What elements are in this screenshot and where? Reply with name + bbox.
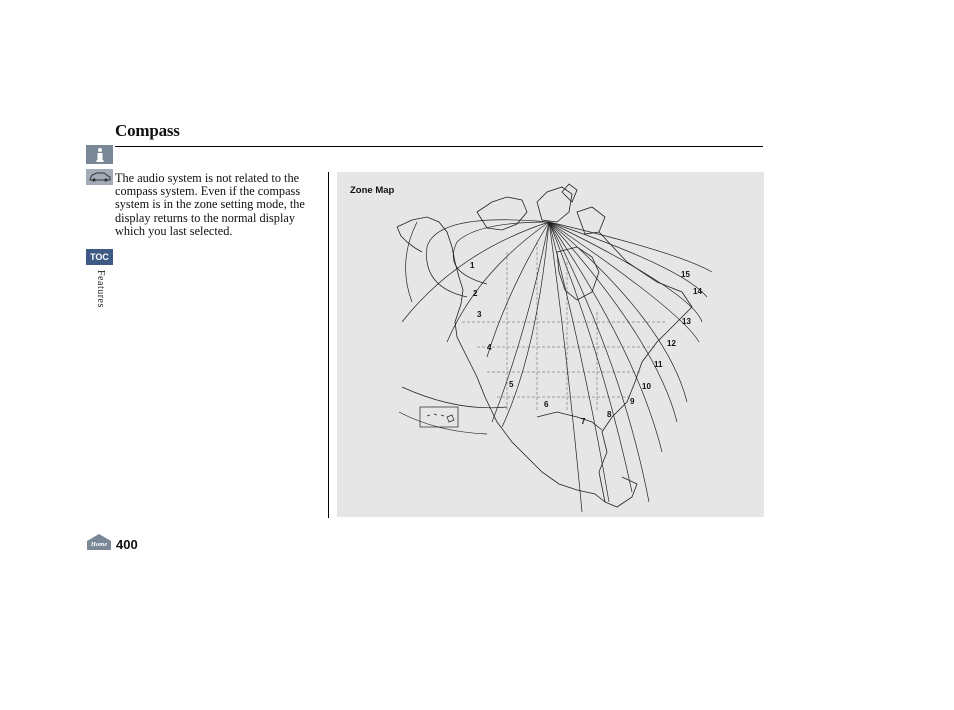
- zone-label-9: 9: [630, 397, 635, 406]
- zone-label-8: 8: [607, 410, 612, 419]
- info-button[interactable]: [86, 145, 113, 164]
- home-button[interactable]: [86, 533, 112, 551]
- page-title: Compass: [115, 121, 180, 140]
- zone-label-4: 4: [487, 343, 492, 352]
- info-icon: [93, 147, 107, 163]
- page-number: 400: [116, 537, 138, 552]
- zone-label-15: 15: [681, 270, 690, 279]
- zone-map-illustration: [337, 172, 764, 517]
- zone-label-12: 12: [667, 339, 676, 348]
- north-america-outline: [397, 184, 692, 507]
- zone-map-label: Zone Map: [350, 185, 395, 196]
- hawaii-inset: [420, 407, 458, 427]
- zone-label-11: 11: [654, 360, 663, 369]
- zone-label-3: 3: [477, 310, 482, 319]
- zone-map-panel: [337, 172, 764, 517]
- toc-button[interactable]: TOC: [86, 249, 113, 265]
- car-button[interactable]: [86, 169, 113, 185]
- zone-label-10: 10: [642, 382, 651, 391]
- zone-numbers: [470, 261, 702, 426]
- zone-lines: [402, 220, 712, 512]
- zone-label-1: 1: [470, 261, 475, 270]
- border-lines: [462, 242, 667, 412]
- home-label: Home: [90, 541, 108, 548]
- zone-label-5: 5: [509, 380, 514, 389]
- zone-label-13: 13: [682, 317, 691, 326]
- zone-label-14: 14: [693, 287, 702, 296]
- home-icon: [86, 533, 112, 551]
- title-rule: [115, 146, 763, 147]
- zone-label-7: 7: [581, 417, 586, 426]
- zone-label-6: 6: [544, 400, 549, 409]
- zone-label-2: 2: [473, 289, 478, 298]
- body-paragraph: The audio system is not related to the compass system. Even if the compass system is in the zone setting mode, the display returns to the normal display which you last selected.: [115, 171, 305, 238]
- column-divider: [328, 172, 329, 518]
- car-icon: [88, 171, 112, 183]
- section-label: Features: [95, 270, 106, 308]
